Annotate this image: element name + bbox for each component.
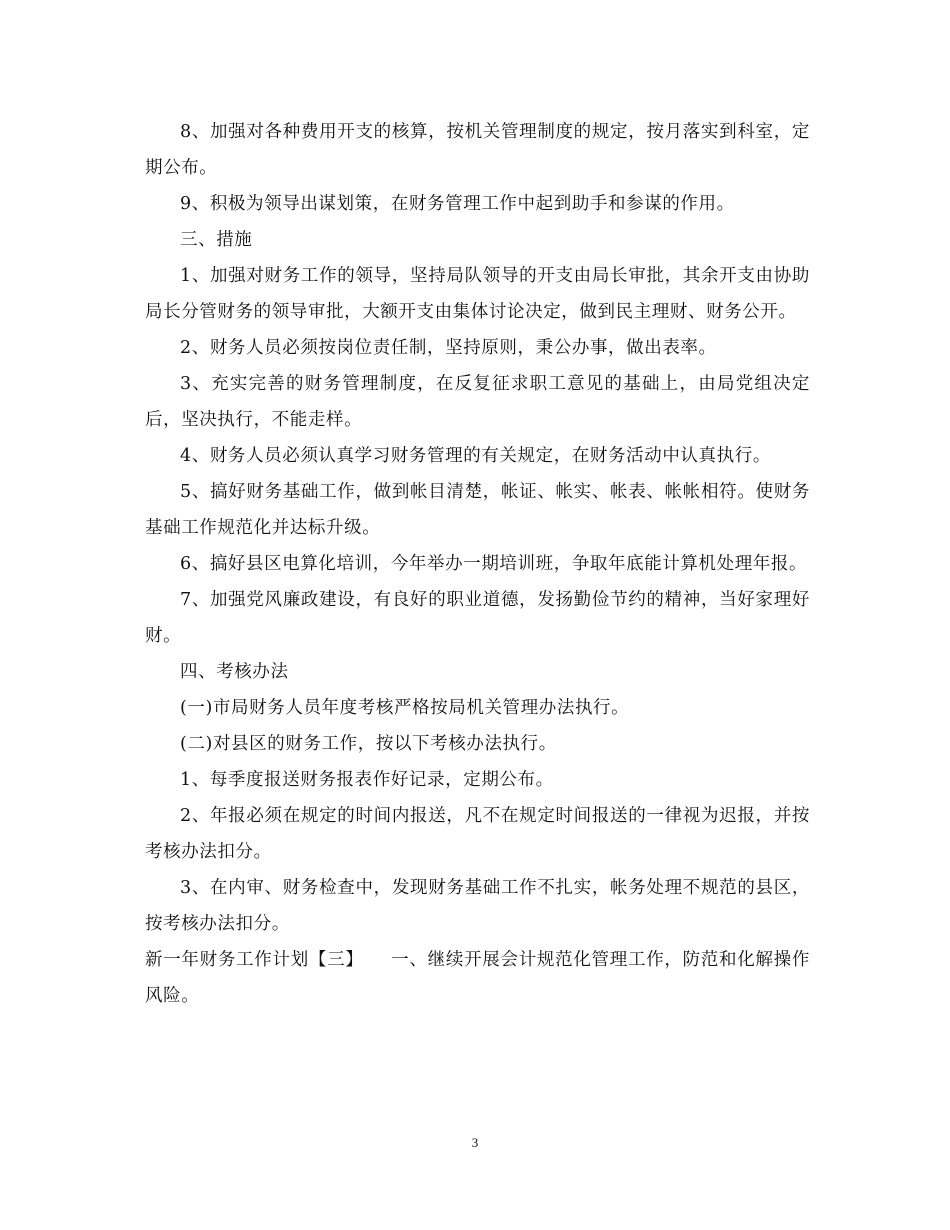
paragraph: (一)市局财务人员年度考核严格按局机关管理办法执行。 [180,698,630,718]
paragraph: 5、搞好财务基础工作，做到帐目清楚，帐证、帐实、帐表、帐帐相符。使财务基础工作规范化并达标升级。 [145,482,810,538]
paragraph: 2、财务人员必须按岗位责任制，坚持原则，秉公办事，做出表率。 [180,338,717,358]
paragraph: 3、在内审、财务检查中，发现财务基础工作不扎实，帐务处理不规范的县区，按考核办法扣分。 [145,878,810,934]
document-body [145,114,810,1014]
paragraph: 1、加强对财务工作的领导，坚持局队领导的开支由局长审批，其余开支由协助局长分管财务的领导审批，大额开支由集体讨论决定，做到民主理财、财务公开。 [145,266,810,322]
paragraph: 1、每季度报送财务报表作好记录，定期公布。 [180,770,554,790]
paragraph: 9、积极为领导出谋划策，在财务管理工作中起到助手和参谋的作用。 [180,194,735,214]
paragraph: 3、充实完善的财务管理制度，在反复征求职工意见的基础上，由局党组决定后，坚决执行，不能走样。 [145,374,810,430]
paragraph: 4、财务人员必须认真学习财务管理的有关规定，在财务活动中认真执行。 [180,446,771,466]
page-number: 3 [471,1135,479,1150]
paragraph: 7、加强党风廉政建设，有良好的职业道德，发扬勤俭节约的精神，当好家理好财。 [145,590,810,646]
paragraph: 6、搞好县区电算化培训，今年举办一期培训班，争取年底能计算机处理年报。 [180,554,808,574]
paragraph: 三、措施 [180,230,253,250]
paragraph: 新一年财务工作计划【三】 一、继续开展会计规范化管理工作，防范和化解操作风险。 [145,950,810,1006]
paragraph: (二)对县区的财务工作，按以下考核办法执行。 [180,734,557,754]
paragraph: 四、考核办法 [180,662,289,682]
paragraph: 8、加强对各种费用开支的核算，按机关管理制度的规定，按月落实到科室，定期公布。 [145,122,810,178]
paragraph: 2、年报必须在规定的时间内报送，凡不在规定时间报送的一律视为迟报，并按考核办法扣分。 [145,806,810,862]
